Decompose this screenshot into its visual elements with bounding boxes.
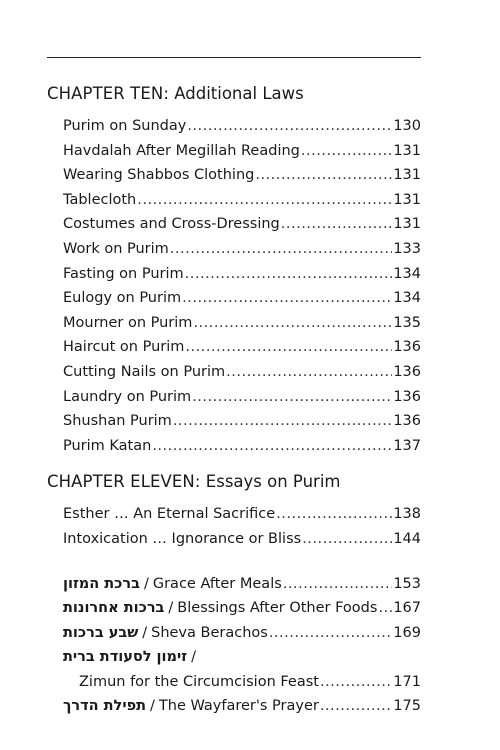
entry-title: Shushan Purim bbox=[63, 413, 172, 430]
entry-title: Havdalah After Megillah Reading bbox=[63, 142, 300, 159]
entry-page: 136 bbox=[393, 413, 421, 430]
toc-entry[interactable] bbox=[63, 188, 421, 213]
back-matter bbox=[63, 572, 421, 720]
leader-dots bbox=[187, 114, 392, 139]
toc-entry[interactable] bbox=[63, 335, 421, 360]
leader-dots bbox=[185, 262, 393, 287]
leader-dots bbox=[320, 694, 392, 719]
leader-dots bbox=[193, 311, 392, 336]
toc-entry-heading[interactable] bbox=[63, 645, 421, 670]
entry-title: Cutting Nails on Purim bbox=[63, 363, 226, 380]
entry-page: 131 bbox=[393, 191, 421, 208]
entry-title: Esther … An Eternal Sacrifice bbox=[63, 506, 276, 523]
leader-dots bbox=[152, 434, 392, 459]
title-separator: / bbox=[142, 624, 148, 641]
table-of-contents bbox=[47, 82, 421, 719]
title-separator: / bbox=[150, 698, 155, 715]
entry-title: Mourner on Purim bbox=[63, 314, 193, 331]
english-title: Zimun for the Circumcision Feast bbox=[79, 673, 319, 690]
english-title: The Wayfarer's Prayer bbox=[158, 698, 319, 715]
chapter-label: CHAPTER TEN: bbox=[47, 84, 169, 103]
title-separator: / bbox=[191, 649, 196, 666]
entry-page: 134 bbox=[393, 265, 421, 282]
leader-dots bbox=[226, 360, 392, 385]
leader-dots bbox=[170, 237, 393, 262]
toc-entry[interactable] bbox=[63, 694, 421, 719]
entry-page: 153 bbox=[393, 575, 421, 592]
hebrew-title: ברכת המזון bbox=[63, 575, 140, 592]
entry-page: 136 bbox=[393, 388, 421, 405]
entry-page: 134 bbox=[393, 290, 421, 307]
entry-title: Haircut on Purim bbox=[63, 339, 185, 356]
entry-title: Laundry on Purim bbox=[63, 388, 192, 405]
entry-title: Costumes and Cross-Dressing bbox=[63, 216, 280, 233]
chapter-title: Additional Laws bbox=[174, 84, 304, 103]
leader-dots bbox=[173, 409, 393, 434]
entry-page: 131 bbox=[393, 167, 421, 184]
leader-dots bbox=[255, 163, 392, 188]
leader-dots bbox=[281, 212, 393, 237]
chapter-heading bbox=[47, 470, 421, 494]
toc-entry[interactable] bbox=[63, 237, 421, 262]
chapter-entries bbox=[63, 114, 421, 458]
entry-title: Fasting on Purim bbox=[63, 265, 184, 282]
leader-dots bbox=[301, 139, 392, 164]
toc-entry[interactable] bbox=[63, 311, 421, 336]
toc-entry[interactable] bbox=[63, 596, 421, 621]
english-title: Blessings After Other Foods bbox=[177, 600, 378, 617]
entry-page: 136 bbox=[393, 339, 421, 356]
entry-page: 135 bbox=[393, 314, 421, 331]
leader-dots bbox=[283, 572, 393, 597]
entry-page: 131 bbox=[393, 142, 421, 159]
leader-dots bbox=[137, 188, 392, 213]
toc-entry[interactable] bbox=[63, 360, 421, 385]
entry-title: Purim on Sunday bbox=[63, 118, 187, 134]
english-title: Grace After Meals bbox=[152, 575, 282, 592]
toc-entry[interactable] bbox=[63, 139, 421, 164]
entry-page: 131 bbox=[393, 216, 421, 233]
toc-entry[interactable] bbox=[63, 212, 421, 237]
toc-entry[interactable] bbox=[63, 163, 421, 188]
leader-dots bbox=[192, 385, 392, 410]
leader-dots bbox=[182, 286, 392, 311]
chapter-entries bbox=[63, 502, 421, 551]
title-separator: / bbox=[168, 600, 174, 617]
toc-entry[interactable] bbox=[63, 572, 421, 597]
entry-page: 169 bbox=[393, 624, 421, 641]
toc-entry[interactable] bbox=[63, 286, 421, 311]
hebrew-title: תפילת הדרך bbox=[63, 698, 147, 715]
toc-entry[interactable] bbox=[63, 262, 421, 287]
entry-title: Intoxication … Ignorance or Bliss bbox=[63, 530, 302, 547]
toc-entry[interactable] bbox=[63, 502, 421, 527]
entry-title: Work on Purim bbox=[63, 240, 169, 257]
entry-page: 133 bbox=[393, 240, 421, 257]
toc-entry[interactable] bbox=[63, 409, 421, 434]
entry-page: 137 bbox=[393, 437, 421, 454]
toc-entry[interactable] bbox=[63, 527, 421, 552]
chapter-heading bbox=[47, 82, 421, 106]
leader-dots bbox=[276, 502, 392, 527]
entry-title: Eulogy on Purim bbox=[63, 290, 182, 307]
toc-entry[interactable] bbox=[63, 385, 421, 410]
entry-page: 144 bbox=[393, 530, 421, 547]
chapter-label: CHAPTER ELEVEN: bbox=[47, 472, 201, 492]
leader-dots bbox=[378, 596, 392, 621]
entry-page: 130 bbox=[393, 118, 421, 134]
toc-entry[interactable] bbox=[63, 621, 421, 646]
leader-dots bbox=[269, 621, 393, 646]
title-separator: / bbox=[143, 575, 149, 592]
entry-title: Purim Katan bbox=[63, 437, 152, 454]
toc-entry[interactable] bbox=[63, 670, 421, 695]
entry-page: 138 bbox=[393, 506, 421, 523]
toc-entry[interactable] bbox=[63, 434, 421, 459]
hebrew-title: זימון לסעודת ברית bbox=[63, 649, 188, 666]
entry-title: Tablecloth bbox=[63, 191, 137, 208]
entry-page: 175 bbox=[393, 698, 421, 715]
hebrew-title: שבע ברכות bbox=[63, 624, 139, 641]
entry-page: 171 bbox=[393, 673, 421, 690]
entry-title: Wearing Shabbos Clothing bbox=[63, 167, 255, 184]
english-title: Sheva Berachos bbox=[151, 624, 268, 641]
chapter-title: Essays on Purim bbox=[205, 472, 341, 492]
top-rule bbox=[47, 57, 421, 58]
leader-dots bbox=[320, 670, 392, 695]
hebrew-title: ברכות אחרונות bbox=[63, 600, 165, 617]
toc-entry[interactable] bbox=[63, 114, 421, 139]
entry-page: 136 bbox=[393, 363, 421, 380]
leader-dots bbox=[302, 527, 392, 552]
leader-dots bbox=[185, 335, 392, 360]
entry-page: 167 bbox=[393, 600, 421, 617]
